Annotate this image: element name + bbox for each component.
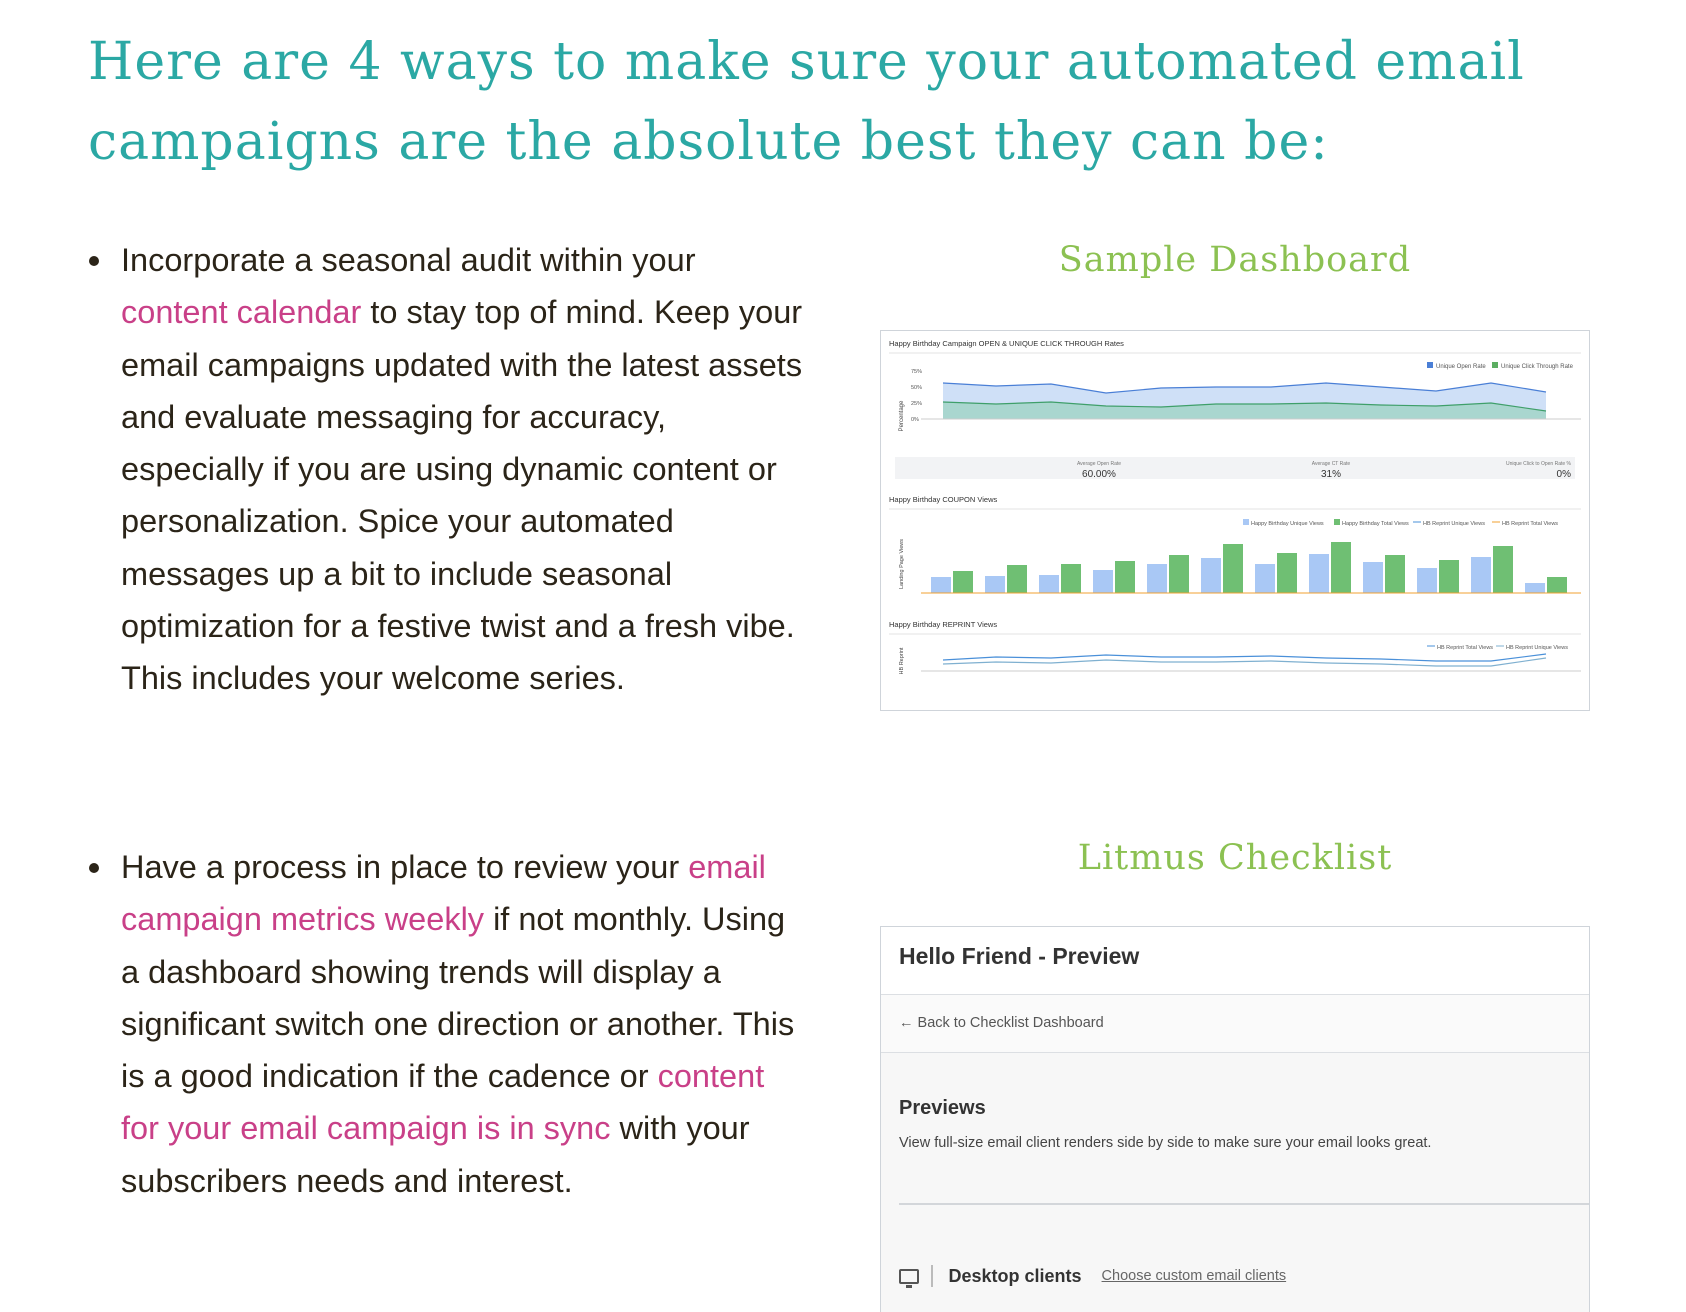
back-to-dashboard-link[interactable]: ← Back to Checklist Dashboard [881, 995, 1589, 1053]
reprint-total-line [943, 654, 1546, 661]
choose-custom-clients-link[interactable]: Choose custom email clients [1101, 1268, 1287, 1284]
panel1-title: Happy Birthday Campaign OPEN & UNIQUE CLICK THROUGH Rates [889, 339, 1124, 348]
litmus-preview-image [880, 926, 1590, 1312]
legend-hb-unique: Happy Birthday Unique Views [1251, 521, 1324, 527]
panel1-ylabel: Percentage [899, 400, 905, 432]
reprint-unique-line [943, 658, 1546, 666]
panel2-title: Happy Birthday COUPON Views [889, 495, 998, 504]
litmus-checklist-title: Litmus Checklist [1077, 838, 1393, 878]
legend-reprint-total-views: HB Reprint Total Views [1437, 645, 1494, 651]
bullet-list-2 [88, 841, 808, 1207]
bullet-text: to stay top of mind. Keep your email campaigns updated with the latest assets and evaluate messaging for accuracy, especially if you are using dynamic content or personalization. Spice your automated messages up a bit to include seasonal optimization for a festive twist and a fresh vibe. This includes your welcome series. [121, 294, 803, 697]
sample-dashboard-title: Sample Dashboard [1058, 240, 1412, 280]
desktop-clients-label: Desktop clients [948, 1265, 1082, 1286]
litmus-previews-section [881, 1053, 1589, 1312]
summary-label: Average Open Rate [1076, 461, 1122, 467]
summary-label: Average CT Rate [1311, 461, 1351, 467]
email-metrics-link[interactable]: email campaign metrics weekly [121, 849, 766, 938]
bullet-review-metrics [88, 841, 808, 1207]
legend-reprint-total: HB Reprint Total Views [1502, 521, 1559, 527]
ytick: 25% [911, 401, 923, 407]
page-headline: Here are 4 ways to make sure your automated email campaigns are the absolute best they can be: [88, 32, 1525, 172]
summary-value: 60.00% [1082, 469, 1116, 480]
content-in-sync-link[interactable]: content for your email campaign is in sync [121, 1058, 765, 1147]
panel3-ylabel: HB Reprint [899, 647, 905, 675]
ytick: 0% [911, 417, 919, 423]
legend-reprint-unique-views: HB Reprint Unique Views [1506, 645, 1568, 651]
divider [899, 1203, 1589, 1205]
previews-heading: Previews [899, 1097, 986, 1119]
content-calendar-link[interactable]: content calendar [121, 294, 362, 331]
bullet-text: if not monthly. Using a dashboard showing trends will display a significant switch one direction or another. This is a good indication if the cadence or [121, 901, 795, 1095]
bullet-text: with your subscribers needs and interest. [121, 1110, 750, 1199]
bullet-list-1 [88, 234, 808, 705]
panel2-ylabel: Landing Page Views [899, 538, 905, 590]
ytick: 50% [911, 385, 923, 391]
bullet-text: Incorporate a seasonal audit within your [121, 242, 696, 278]
legend-hb-total: Happy Birthday Total Views [1342, 521, 1409, 527]
bullet-seasonal-audit [88, 234, 808, 705]
bullet-text: Have a process in place to review your [121, 849, 689, 885]
coupon-bars [931, 542, 1567, 593]
monitor-icon [899, 1269, 919, 1284]
summary-label: Unique Click to Open Rate % [1505, 461, 1571, 467]
legend-open-rate: Unique Open Rate [1436, 364, 1486, 370]
panel3-title: Happy Birthday REPRINT Views [889, 620, 998, 629]
legend-reprint-unique: HB Reprint Unique Views [1423, 521, 1485, 527]
sample-dashboard-image [880, 330, 1590, 711]
previews-description: View full-size email client renders side by side to make sure your email looks great. [899, 1135, 1432, 1151]
summary-value: 31% [1320, 469, 1342, 480]
litmus-preview-header: Hello Friend - Preview [881, 927, 1589, 995]
desktop-clients-row [899, 1265, 1286, 1287]
summary-value: 0% [1556, 469, 1571, 480]
ytick: 75% [911, 369, 923, 375]
divider [931, 1265, 933, 1287]
legend-click-rate: Unique Click Through Rate [1501, 364, 1573, 370]
